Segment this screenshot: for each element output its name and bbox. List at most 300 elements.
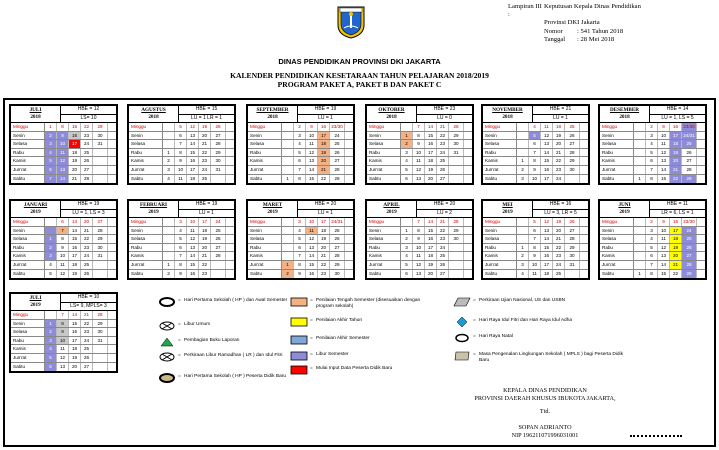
date-cell: 8 <box>413 227 425 235</box>
day-name: Kamis <box>600 252 634 260</box>
day-name: Kamis <box>11 252 45 260</box>
date-cell <box>211 175 226 184</box>
week-day-row <box>483 270 588 279</box>
date-cell: 7 <box>646 261 658 269</box>
date-cell: 16 <box>425 140 437 148</box>
legend-text: Pembagian Buku Laporan <box>184 338 240 343</box>
day-name: Kamis <box>483 252 517 260</box>
month-name: FEBRUARI <box>139 202 168 208</box>
date-cell: 26 <box>211 123 226 131</box>
date-cell: 27 <box>437 270 449 279</box>
date-cell: 14 <box>658 261 670 269</box>
date-cell: 2 <box>45 132 57 140</box>
week-day-row <box>367 252 472 261</box>
date-cell: 3 <box>294 218 306 226</box>
date-cell: 23/30 <box>330 123 345 131</box>
week-day-row <box>483 140 588 149</box>
holiday-count: LU = 0 <box>437 114 452 121</box>
date-cell: 11 <box>306 227 318 235</box>
date-cell: 21 <box>670 166 682 174</box>
date-cell: 10 <box>529 261 541 269</box>
week-day-row <box>600 157 705 166</box>
day-name: Jum'at <box>367 166 401 174</box>
date-cell: 28 <box>330 252 345 260</box>
date-cell: 19 <box>69 354 81 362</box>
date-cell: 6 <box>45 363 57 372</box>
date-cell: 3 <box>45 337 57 345</box>
date-cell: 30 <box>565 166 580 174</box>
week-day-row <box>248 218 353 227</box>
month-title <box>600 201 650 217</box>
date-cell: 24/31 <box>330 218 345 226</box>
day-name: Minggu <box>129 123 163 131</box>
date-cell: 13 <box>658 157 670 165</box>
legend-text: Libur Umum <box>184 322 211 327</box>
date-cell: 25 <box>211 227 226 235</box>
day-name: Sabtu <box>600 270 634 279</box>
week-day-row <box>11 140 116 149</box>
date-cell: 17 <box>541 261 553 269</box>
date-cell: 12 <box>187 235 199 243</box>
week-day-row <box>483 149 588 158</box>
day-name: Jum'at <box>248 261 282 269</box>
date-cell: 29 <box>449 132 464 140</box>
day-name: Kamis <box>129 252 163 260</box>
date-cell: 28 <box>93 311 108 319</box>
date-cell <box>93 354 108 362</box>
day-name: Rabu <box>248 244 282 252</box>
date-cell: 14 <box>187 140 199 148</box>
day-name: Sabtu <box>11 363 45 372</box>
date-cell: 16 <box>541 166 553 174</box>
date-cell: 14 <box>541 235 553 243</box>
date-cell: 6 <box>294 157 306 165</box>
date-cell: 8 <box>294 261 306 269</box>
hbe-count: HBE = 10 <box>61 294 116 303</box>
legend-text: Penilaian Akhir Tahun <box>316 318 363 323</box>
day-name: Jum'at <box>248 166 282 174</box>
date-cell: 8 <box>646 270 658 279</box>
holiday-count: LU = 1 LR = 1 <box>190 114 223 121</box>
day-name: Minggu <box>248 123 282 131</box>
date-cell: 23 <box>81 244 93 252</box>
day-name: Kamis <box>11 157 45 165</box>
week-day-row <box>11 270 116 279</box>
week-day-row <box>11 235 116 244</box>
date-cell: 6 <box>401 270 413 279</box>
tanggal-label: Tanggal <box>544 35 566 43</box>
legend-swatch-icon <box>158 352 176 362</box>
date-cell: 5 <box>294 235 306 243</box>
legend-swatch-icon <box>290 351 308 361</box>
date-cell <box>401 218 413 226</box>
date-cell: 17 <box>425 149 437 157</box>
date-cell: 26 <box>565 218 580 226</box>
date-cell: 29 <box>682 270 697 279</box>
week-day-row <box>248 123 353 132</box>
date-cell: 30 <box>93 244 108 252</box>
month-title <box>248 106 298 122</box>
date-cell: 31 <box>565 261 580 269</box>
date-cell: 28 <box>449 218 464 226</box>
week-day-row <box>483 227 588 236</box>
day-name: Jum'at <box>11 354 45 362</box>
week-day-row <box>11 363 116 372</box>
date-cell: 9 <box>57 132 69 140</box>
date-cell: 19 <box>553 218 565 226</box>
week-day-row <box>483 157 588 166</box>
date-cell <box>634 235 646 243</box>
week-day-row <box>483 166 588 175</box>
date-cell: 1 <box>45 123 57 131</box>
date-cell: 2 <box>294 123 306 131</box>
date-cell: 22 <box>553 244 565 252</box>
holiday-count: LU = 1 <box>318 209 333 216</box>
date-cell <box>163 235 175 243</box>
week-day-row <box>129 157 234 166</box>
day-name: Senin <box>600 227 634 235</box>
date-cell: 5 <box>175 235 187 243</box>
date-cell <box>163 227 175 235</box>
date-cell <box>93 270 108 279</box>
date-cell: 28 <box>330 166 345 174</box>
day-name: Jum'at <box>129 166 163 174</box>
day-name: Rabu <box>600 244 634 252</box>
date-cell: 27 <box>93 218 108 226</box>
date-cell <box>282 227 294 235</box>
date-cell: 10 <box>306 132 318 140</box>
date-cell <box>163 244 175 252</box>
date-cell: 1 <box>517 157 529 165</box>
date-cell: 17 <box>69 140 81 148</box>
sign-nip: NIP 196211071996031001 <box>511 432 579 439</box>
legend-text: Perkiraan Libur Ramadhan ( LR ) dan Idul Fitri <box>184 353 283 358</box>
date-cell: 2 <box>282 270 294 279</box>
date-cell: 25 <box>81 261 93 269</box>
lampiran-perihal-2: Provinsi DKI Jakarta <box>544 19 600 27</box>
week-day-row <box>367 149 472 158</box>
week-day-row <box>367 218 472 227</box>
week-day-row <box>129 252 234 261</box>
date-cell <box>634 244 646 252</box>
date-cell <box>565 175 580 184</box>
date-cell: 8 <box>646 175 658 184</box>
month-name: JULI <box>29 107 42 113</box>
date-cell: 29 <box>93 123 108 131</box>
date-cell: 9 <box>294 270 306 279</box>
date-cell: 22 <box>670 270 682 279</box>
day-name: Senin <box>11 132 45 140</box>
date-cell <box>449 261 464 269</box>
week-day-row <box>129 140 234 149</box>
date-cell: 29 <box>330 261 345 269</box>
date-cell: 15 <box>425 227 437 235</box>
month-calendar <box>246 104 355 185</box>
week-day-row <box>11 157 116 166</box>
day-name: Rabu <box>600 149 634 157</box>
date-cell: 19 <box>553 132 565 140</box>
date-cell <box>93 157 108 165</box>
week-day-row <box>248 252 353 261</box>
date-cell: 30 <box>211 157 226 165</box>
date-cell: 15 <box>425 132 437 140</box>
legend-equals: = <box>310 318 313 323</box>
date-cell: 7 <box>413 123 425 131</box>
nomor-label: Nomor <box>544 27 563 35</box>
holiday-count: LR = 6, LS = 1 <box>661 209 694 216</box>
date-cell: 4 <box>646 140 658 148</box>
week-day-row <box>11 244 116 253</box>
date-cell: 24 <box>437 149 449 157</box>
day-name: Minggu <box>367 123 401 131</box>
date-cell <box>282 218 294 226</box>
date-cell: 4 <box>401 252 413 260</box>
date-cell: 7 <box>57 227 69 235</box>
week-day-row <box>367 132 472 141</box>
date-cell: 6 <box>175 244 187 252</box>
tanggal-value: : 28 Mei 2018 <box>577 35 615 43</box>
date-cell: 22 <box>199 261 211 269</box>
date-cell: 30 <box>449 140 464 148</box>
week-day-row <box>129 166 234 175</box>
date-cell: 6 <box>175 132 187 140</box>
date-cell: 30 <box>565 252 580 260</box>
holiday-count: LU = 1 <box>318 114 333 121</box>
date-cell: 15 <box>69 235 81 243</box>
date-cell: 24/31 <box>682 132 697 140</box>
date-cell: 21 <box>199 140 211 148</box>
week-day-row <box>11 132 116 141</box>
day-name: Rabu <box>11 244 45 252</box>
week-day-row <box>483 261 588 270</box>
week-day-row <box>11 328 116 337</box>
date-cell: 24 <box>81 337 93 345</box>
month-name: MEI <box>502 202 513 208</box>
date-cell <box>449 175 464 184</box>
day-name: Senin <box>600 132 634 140</box>
day-name: Selasa <box>248 140 282 148</box>
date-cell: 3 <box>175 218 187 226</box>
date-cell <box>163 123 175 131</box>
month-name: JUNI <box>618 202 631 208</box>
month-name: JULI <box>29 295 42 301</box>
month-name: NOVEMBER <box>492 107 523 113</box>
date-cell: 21 <box>69 175 81 184</box>
date-cell: 23 <box>553 166 565 174</box>
date-cell: 26 <box>682 244 697 252</box>
date-cell: 29 <box>682 175 697 184</box>
date-cell: 9 <box>175 270 187 279</box>
date-cell: 22 <box>81 320 93 328</box>
date-cell: 5 <box>529 218 541 226</box>
day-name: Minggu <box>248 218 282 226</box>
month-calendar <box>598 104 707 185</box>
date-cell: 6 <box>529 140 541 148</box>
date-cell: 12 <box>658 244 670 252</box>
date-cell: 20 <box>69 363 81 372</box>
date-cell: 14 <box>658 166 670 174</box>
holiday-count: LU = 1 <box>199 209 214 216</box>
week-day-row <box>129 218 234 227</box>
date-cell: 11 <box>57 149 69 157</box>
lampiran-perihal: Keputusan Kepala Dinas Pendidikan <box>544 3 641 10</box>
date-cell <box>634 218 646 226</box>
date-cell: 18 <box>318 227 330 235</box>
date-cell: 29 <box>93 320 108 328</box>
day-name: Senin <box>483 132 517 140</box>
date-cell: 22 <box>437 132 449 140</box>
date-cell: 15 <box>306 261 318 269</box>
date-cell <box>211 270 226 279</box>
hbe-count: HBE = 16 <box>533 201 588 210</box>
day-name: Jum'at <box>129 261 163 269</box>
month-title <box>11 106 61 122</box>
date-cell: 25 <box>437 157 449 165</box>
date-cell: 16 <box>187 270 199 279</box>
date-cell: 9 <box>658 123 670 131</box>
legend-text: Perkiraan Ujian Nasional, US dan USBN <box>479 298 566 303</box>
date-cell: 20 <box>425 270 437 279</box>
week-day-row <box>248 166 353 175</box>
date-cell: 19 <box>199 235 211 243</box>
day-name: Selasa <box>483 140 517 148</box>
legend-equals: = <box>473 352 476 357</box>
date-cell <box>93 261 108 269</box>
month-name: JANUARI <box>23 202 48 208</box>
date-cell: 14 <box>541 149 553 157</box>
week-day-row <box>600 261 705 270</box>
date-cell: 16 <box>306 270 318 279</box>
date-cell: 14 <box>425 123 437 131</box>
month-title <box>367 106 417 122</box>
sign-province: PROVINSI DAERAH KHUSUS IBUKOTA JAKARTA, <box>474 395 616 402</box>
week-day-row <box>367 175 472 184</box>
date-cell <box>282 140 294 148</box>
date-cell: 15 <box>187 149 199 157</box>
date-cell: 4 <box>294 140 306 148</box>
date-cell: 31 <box>93 252 108 260</box>
sign-ttd: Ttd. <box>539 408 551 415</box>
date-cell: 16 <box>670 123 682 131</box>
date-cell: 26 <box>437 261 449 269</box>
week-day-row <box>600 252 705 261</box>
week-day-row <box>248 235 353 244</box>
month-title <box>600 106 650 122</box>
date-cell: 22 <box>670 175 682 184</box>
date-cell: 11 <box>529 270 541 279</box>
nomor-value: : 541 Tahun 2018 <box>577 27 624 35</box>
date-cell: 22 <box>437 227 449 235</box>
date-cell: 3 <box>45 140 57 148</box>
day-name: Sabtu <box>600 175 634 184</box>
date-cell: 7 <box>646 166 658 174</box>
dinas-title: DINAS PENDIDIKAN PROVINSI DKI JAKARTA <box>278 57 441 66</box>
date-cell: 1 <box>401 132 413 140</box>
date-cell: 24 <box>211 218 226 226</box>
date-cell: 20 <box>670 157 682 165</box>
month-calendar <box>481 104 590 185</box>
date-cell: 3 <box>646 227 658 235</box>
day-name: Minggu <box>600 123 634 131</box>
day-name: Selasa <box>600 140 634 148</box>
date-cell: 9 <box>529 252 541 260</box>
date-cell: 21 <box>318 252 330 260</box>
day-name: Selasa <box>367 235 401 243</box>
date-cell <box>211 261 226 269</box>
day-name: Senin <box>129 227 163 235</box>
legend-swatch-icon <box>453 317 471 327</box>
date-cell: 24 <box>682 227 697 235</box>
date-cell: 7 <box>175 252 187 260</box>
legend-text: Hari Raya Idul Fitri dan Hari Raya Idul Adha <box>479 318 573 323</box>
month-year: 2018 <box>619 114 630 120</box>
day-name: Selasa <box>11 235 45 243</box>
legend-swatch-icon <box>453 333 471 343</box>
week-day-row <box>129 175 234 184</box>
date-cell: 19 <box>425 261 437 269</box>
date-cell: 10 <box>658 132 670 140</box>
week-day-row <box>129 270 234 279</box>
date-cell: 5 <box>45 270 57 279</box>
date-cell <box>282 252 294 260</box>
week-day-row <box>248 261 353 270</box>
date-cell: 19 <box>670 149 682 157</box>
legend-text: Penilaian Tengah Semester (disesuaikan dengan program sekolah) <box>316 298 421 309</box>
legend-equals: = <box>178 298 181 303</box>
date-cell: 1 <box>45 320 57 328</box>
date-cell: 1 <box>401 227 413 235</box>
date-cell <box>634 227 646 235</box>
date-cell: 1 <box>163 149 175 157</box>
week-day-row <box>600 140 705 149</box>
month-title <box>129 106 179 122</box>
week-day-row <box>483 252 588 261</box>
date-cell <box>449 252 464 260</box>
date-cell: 28 <box>93 227 108 235</box>
date-cell: 10 <box>175 166 187 174</box>
date-cell: 12 <box>57 270 69 279</box>
date-cell: 20 <box>553 140 565 148</box>
day-name: Selasa <box>367 140 401 148</box>
date-cell: 27 <box>565 227 580 235</box>
date-cell: 6 <box>57 218 69 226</box>
date-cell: 29 <box>211 149 226 157</box>
date-cell: 23 <box>437 140 449 148</box>
legend-text: Hari Pertama Sekolah ( HP ) Peserta Didik Baru <box>184 374 287 379</box>
date-cell <box>565 270 580 279</box>
day-name: Rabu <box>483 244 517 252</box>
day-name: Jum'at <box>600 261 634 269</box>
date-cell: 1 <box>282 261 294 269</box>
date-cell: 1 <box>163 261 175 269</box>
signature-line <box>630 435 682 437</box>
month-name: SEPTEMBER <box>256 107 289 113</box>
date-cell: 19 <box>318 235 330 243</box>
date-cell: 10 <box>413 149 425 157</box>
date-cell: 25 <box>81 345 93 353</box>
day-name: Sabtu <box>483 270 517 279</box>
date-cell: 3 <box>163 166 175 174</box>
day-name: Rabu <box>483 149 517 157</box>
week-day-row <box>367 235 472 244</box>
week-day-row <box>483 244 588 253</box>
month-calendar <box>127 104 236 185</box>
date-cell: 19 <box>199 123 211 131</box>
date-cell: 21 <box>199 252 211 260</box>
week-day-row <box>11 345 116 354</box>
date-cell: 20 <box>199 132 211 140</box>
date-cell: 2 <box>163 270 175 279</box>
